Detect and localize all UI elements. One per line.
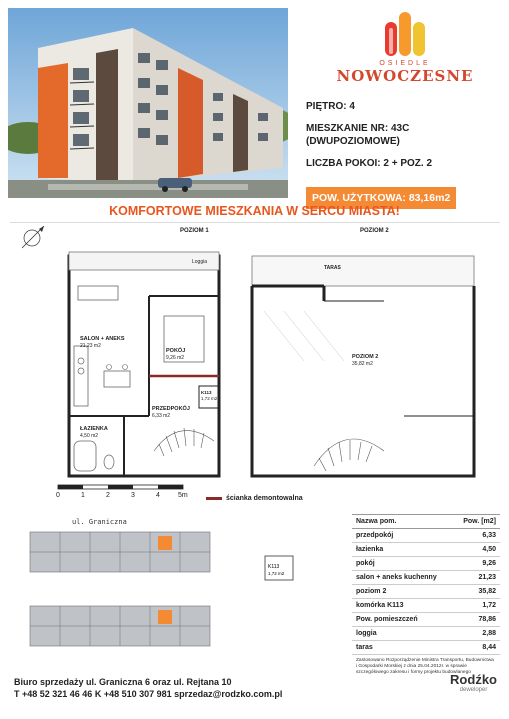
row-name: poziom 2 bbox=[356, 588, 387, 595]
apartment-number-label: MIESZKANIE NR: 43C bbox=[306, 123, 410, 134]
salon-label: SALON + ANEKS bbox=[80, 336, 125, 342]
floor-label: PIĘTRO: 4 bbox=[306, 101, 355, 112]
row-value: 35,82 bbox=[478, 588, 496, 595]
table-row bbox=[352, 641, 500, 655]
rooms-label: LICZBA POKOI: 2 + POZ. 2 bbox=[306, 158, 433, 169]
row-value: 8,44 bbox=[482, 644, 496, 651]
legend-label: ścianka demontowalna bbox=[226, 495, 303, 502]
row-value: 6,33 bbox=[482, 532, 496, 539]
contact-line[interactable]: T +48 52 321 46 46 K +48 510 307 981 sprzedaz@rodzko.com.pl bbox=[14, 689, 283, 699]
k113-area: 1,72 m2 bbox=[201, 396, 218, 401]
developer-logo bbox=[450, 672, 497, 693]
table-row bbox=[352, 599, 500, 613]
divider bbox=[10, 222, 500, 223]
lazienka-label: ŁAZIENKA bbox=[80, 426, 108, 432]
apartment-type-label: (DWUPOZIOMOWE) bbox=[306, 136, 400, 147]
compass-icon bbox=[22, 226, 44, 248]
poziom2-label: POZIOM 2 bbox=[352, 354, 379, 360]
location-minimaps bbox=[20, 528, 345, 668]
row-value: 2,88 bbox=[482, 630, 496, 637]
logo-mark-icon bbox=[383, 10, 427, 58]
removable-wall-swatch bbox=[206, 497, 222, 500]
k113-label: K113 bbox=[201, 390, 212, 395]
regulation-note: Zastosowano Rozporządzenie Ministra Transportu, Budownictwa i Gospodarki Morskiej z dnia 25.04.2012r. w sprawie szczegółowego zakresu i formy projektu budowlanego bbox=[356, 658, 494, 675]
scale-tick: 2 bbox=[106, 492, 110, 499]
scale-tick: 3 bbox=[131, 492, 135, 499]
row-name: pokój bbox=[356, 560, 375, 567]
usable-area-badge: POW. UŻYTKOWA: 83,16m2 bbox=[306, 187, 456, 209]
row-name: Pow. pomieszczeń bbox=[356, 616, 418, 623]
estate-logo bbox=[310, 10, 500, 100]
apartment-info bbox=[306, 100, 501, 209]
apartment-number bbox=[306, 122, 501, 148]
table-row bbox=[352, 557, 500, 571]
developer-brand: Rodźko bbox=[450, 672, 497, 687]
floor-plan-level-2 bbox=[244, 226, 484, 491]
legend bbox=[206, 495, 303, 502]
scale-tick: 0 bbox=[56, 492, 60, 499]
svg-text:1,72 m2: 1,72 m2 bbox=[268, 571, 285, 576]
table-row bbox=[352, 571, 500, 585]
level-2-title: POZIOM 2 bbox=[360, 228, 389, 234]
table-row bbox=[352, 585, 500, 599]
row-value: 21,23 bbox=[478, 574, 496, 581]
poziom2-area: 35,82 m2 bbox=[352, 361, 373, 367]
floor-plan-level-1 bbox=[14, 226, 234, 491]
area-table bbox=[352, 514, 500, 676]
scale-tick: 5m bbox=[178, 492, 188, 499]
row-value: 78,86 bbox=[478, 616, 496, 623]
przedpokoj-area: 6,33 m2 bbox=[152, 413, 171, 419]
logo-title: NOWOCZESNE bbox=[336, 67, 474, 85]
row-value: 9,26 bbox=[482, 560, 496, 567]
row-value: 4,50 bbox=[482, 546, 496, 553]
scale-tick: 4 bbox=[156, 492, 160, 499]
street-label: ul. Graniczna bbox=[72, 518, 127, 526]
row-name: przedpokój bbox=[356, 532, 394, 539]
salon-area: 21,23 m2 bbox=[80, 343, 101, 349]
level-1-title: POZIOM 1 bbox=[180, 228, 209, 234]
col-area-header: Pow. [m2] bbox=[463, 518, 496, 525]
pokoj-area: 9,26 m2 bbox=[166, 355, 185, 361]
building-photo bbox=[8, 8, 288, 198]
przedpokoj-label: PRZEDPOKÓJ bbox=[152, 406, 190, 412]
row-name: loggia bbox=[356, 630, 377, 637]
table-row bbox=[352, 613, 500, 627]
loggia-label: Loggia bbox=[192, 259, 208, 265]
logo-subtitle: OSIEDLE bbox=[379, 60, 431, 67]
taras-label: TARAS bbox=[324, 265, 341, 271]
row-name: salon + aneks kuchenny bbox=[356, 574, 437, 581]
footer-contact bbox=[14, 676, 282, 700]
scale-bar bbox=[56, 480, 196, 506]
col-name-header: Nazwa pom. bbox=[356, 518, 397, 525]
row-name: łazienka bbox=[356, 546, 384, 553]
developer-sub: deweloper bbox=[459, 687, 488, 693]
pokoj-label: POKÓJ bbox=[166, 348, 186, 354]
sales-office-address: Biuro sprzedaży ul. Graniczna 6 oraz ul. Rejtana 10 bbox=[14, 677, 232, 687]
table-header bbox=[352, 514, 500, 529]
row-name: komórka K113 bbox=[356, 602, 404, 609]
lazienka-area: 4,50 m2 bbox=[80, 433, 99, 439]
scale-tick: 1 bbox=[81, 492, 85, 499]
row-value: 1,72 bbox=[482, 602, 496, 609]
table-row bbox=[352, 543, 500, 557]
svg-text:K113: K113 bbox=[268, 564, 280, 570]
table-row bbox=[352, 627, 500, 641]
table-row bbox=[352, 529, 500, 543]
row-name: taras bbox=[356, 644, 373, 651]
slogan-banner: KOMFORTOWE MIESZKANIA W SERCU MIASTA! bbox=[109, 204, 400, 218]
